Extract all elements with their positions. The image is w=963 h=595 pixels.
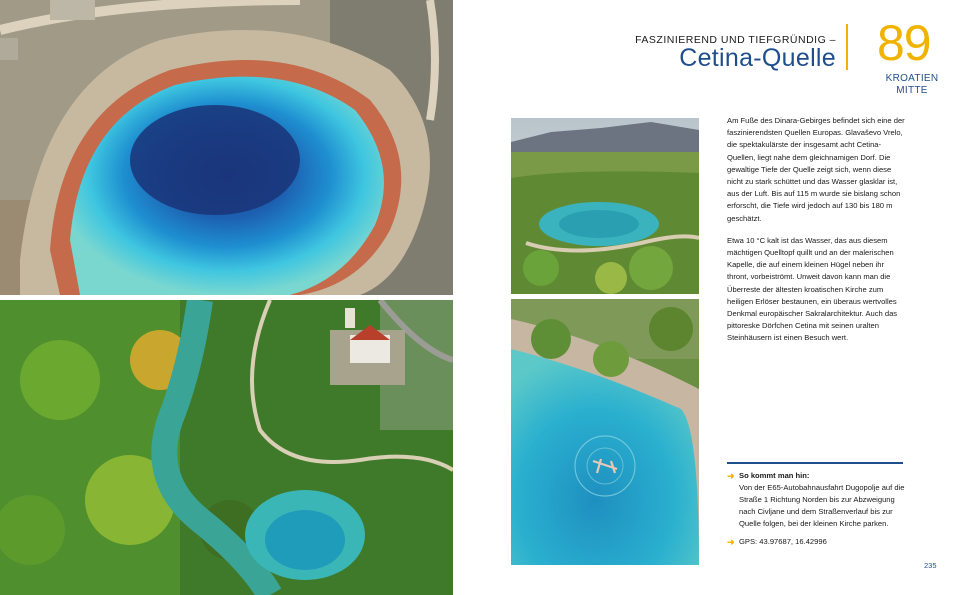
spring-aerial-photo	[0, 0, 453, 295]
arrow-right-icon: ➜	[727, 537, 735, 547]
folio-page-number: 235	[924, 561, 937, 570]
header-divider	[846, 24, 848, 70]
river-church-aerial-photo	[0, 300, 453, 595]
region-area: MITTE	[896, 85, 928, 96]
gps-coordinates: GPS: 43.97687, 16.42996	[739, 537, 827, 546]
region-label	[872, 73, 952, 97]
article-body	[727, 115, 907, 355]
article-kicker: FASZINIEREND UND TIEFGRÜNDIG –	[635, 34, 836, 46]
swimmer-spring-photo	[511, 299, 699, 565]
arrow-right-icon: ➜	[727, 471, 735, 481]
directions-row	[727, 470, 907, 530]
region-country: KROATIEN	[885, 73, 939, 84]
info-divider	[727, 462, 903, 464]
directions-box	[727, 470, 907, 548]
directions-heading: So kommt man hin:	[739, 471, 810, 480]
body-paragraph: Am Fuße des Dinara-Gebirges befindet sich eine der faszinierendsten Quellen Europas. Glavaševo Vrelo, die spektakulärste der insgesamt acht Cetina-Quellen, liegt nahe dem gleichnamigen Dorf. Die gewaltige Tiefe der Quelle zeigt sich, wenn diese nicht zu stark schüttet und das Wasser glasklar ist, aus der Luft. Bis auf 115 m wurde sie bislang schon erforscht, die Tiefe wird jedoch auf 130 bis 180 m geschätzt.	[727, 116, 905, 223]
entry-number: 89	[877, 15, 931, 71]
spring-landscape-photo	[511, 118, 699, 294]
body-paragraph: Etwa 10 °C kalt ist das Wasser, das aus diesem mächtigen Quelltopf quillt und an der malerischen Kapelle, die auf einem kleinen Hügel neben ihr thront, vorbeiströmt. Unweit davon kann man die Überreste der ältesten kroatischen Kirche zum heiligen Erlöser bestaunen, ein überaus wertvolles Denkmal europäischer Sakralarchitektur. Auch das pittoreske Dörfchen Cetina mit seinen uralten Steinhäusern ist einen Besuch wert.	[727, 235, 898, 343]
article-title: Cetina-Quelle	[679, 44, 836, 72]
directions-text: Von der E65-Autobahnausfahrt Dugopolje auf die Straße 1 Richtung Norden bis zur Abzweigung nach Civljane und dem Straßenverlauf bis zur Quelle folgen, bei der kleinen Kirche parken.	[739, 483, 905, 528]
gps-row	[727, 536, 907, 548]
